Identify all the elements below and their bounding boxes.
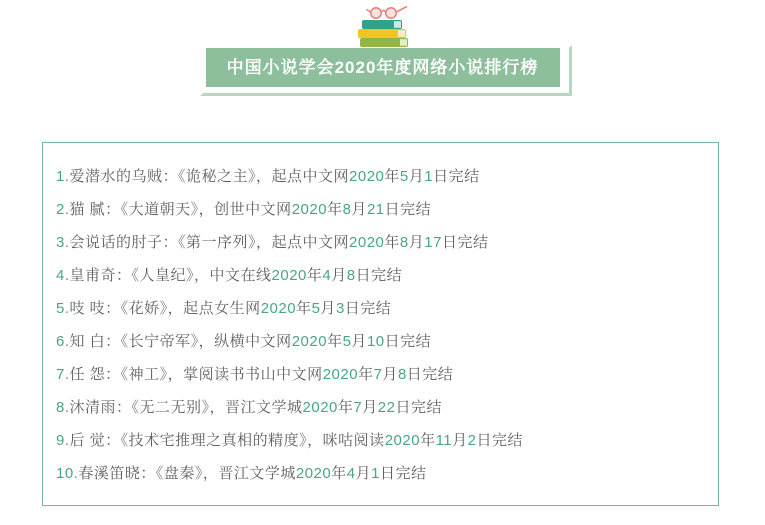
list-item-number: 2020	[295, 465, 332, 482]
list-item-text: 日完结	[379, 465, 427, 482]
list-item-number: 8	[342, 201, 352, 218]
list-item-text: 日完结	[476, 432, 524, 449]
list-item-number: 1.	[56, 168, 70, 185]
list-item-text: 日完结	[384, 333, 432, 350]
list-item-number: 2020	[291, 333, 328, 350]
list-item-number: 2020	[260, 300, 297, 317]
list-item-number: 5	[342, 333, 352, 350]
list-item	[56, 259, 710, 292]
list-item-text: 月	[408, 168, 425, 185]
list-item-text: 沐清雨：《无二无别》，晋江文学城	[69, 399, 303, 416]
list-item-number: 2020	[291, 201, 328, 218]
list-item	[56, 424, 710, 457]
list-item-text: 年	[358, 366, 374, 383]
list-item-number: 2020	[302, 399, 338, 416]
list-item-text: 后 觉：《技术宅推理之真相的精度》，咪咕阅读	[69, 432, 385, 449]
list-item-text: 年	[331, 465, 347, 482]
list-item-text: 年	[296, 300, 312, 317]
list-item-number: 2020	[384, 432, 421, 449]
list-item-number: 10	[366, 333, 385, 350]
list-item-text: 年	[327, 201, 343, 218]
list-item-text: 会说话的肘子：《第一序列》，起点中文网	[69, 234, 350, 251]
list-item-text: 年	[384, 168, 400, 185]
title-banner	[206, 48, 560, 87]
list-item-number: 3	[335, 300, 345, 317]
list-item-text: 月	[331, 267, 347, 284]
list-item-number: 17	[424, 234, 442, 251]
list-item-text: 猫 腻：《大道朝天》，创世中文网	[69, 201, 292, 218]
list-item-text: 日完结	[395, 399, 442, 416]
list-item-number: 2.	[56, 201, 70, 218]
list-item	[56, 325, 710, 358]
books-and-glasses-icon	[350, 5, 416, 47]
list-item-number: 9.	[56, 432, 70, 449]
list-item-text: 春溪笛晓：《盘秦》，晋江文学城	[78, 465, 296, 482]
list-item	[56, 457, 710, 490]
list-item-number: 4	[346, 465, 356, 482]
list-item	[56, 358, 710, 391]
list-item-text: 日完结	[433, 168, 480, 185]
list-item-number: 8	[397, 366, 407, 383]
list-item-number: 7	[353, 399, 363, 416]
list-item-text: 日完结	[441, 234, 489, 251]
list-item-text: 日完结	[384, 201, 432, 218]
list-item-number: 8	[399, 234, 409, 251]
list-item-text: 年	[337, 399, 354, 416]
list-item-text: 吱 吱：《花娇》，起点女生网	[69, 300, 261, 317]
list-item	[56, 292, 710, 325]
books-icon	[358, 20, 408, 47]
list-item-text: 日完结	[355, 267, 403, 284]
list-item-number: 11	[435, 432, 453, 449]
list-item-number: 2020	[271, 267, 307, 284]
list-item	[56, 226, 710, 259]
list-item-number: 21	[366, 201, 385, 218]
list-item-number: 5.	[56, 300, 70, 317]
list-item-number: 7	[373, 366, 383, 383]
list-item-text: 月	[320, 300, 336, 317]
list-item-text: 月	[351, 333, 367, 350]
list-item-text: 年	[306, 267, 323, 284]
list-item-number: 10.	[56, 465, 79, 482]
list-item-text: 年	[384, 234, 400, 251]
list-item-number: 7.	[56, 366, 70, 383]
ranking-list	[42, 142, 719, 506]
list-item-text: 知 白：《长宁帝军》，纵横中文网	[69, 333, 292, 350]
list-item-number: 8.	[56, 399, 70, 416]
list-item-text: 日完结	[344, 300, 392, 317]
list-item	[56, 391, 710, 424]
list-item-number: 1	[371, 465, 380, 482]
glasses-icon	[366, 7, 407, 19]
list-item	[56, 160, 710, 193]
list-item-number: 5	[399, 168, 409, 185]
list-item-number: 5	[311, 300, 321, 317]
list-item-text: 爱潜水的乌贼：《诡秘之主》，起点中文网	[69, 168, 350, 185]
list-item-number: 4.	[56, 267, 70, 284]
list-item-number: 6.	[56, 333, 70, 350]
list-item	[56, 193, 710, 226]
page-title: 中国小说学会2020年度网络小说排行榜	[206, 48, 560, 87]
list-item-number: 2020	[349, 234, 385, 251]
list-item-number: 22	[377, 399, 396, 416]
list-item-text: 任 怨：《神工》，掌阅读书书山中文网	[69, 366, 323, 383]
list-item-text: 月	[452, 432, 468, 449]
list-item-text: 年	[420, 432, 436, 449]
list-item-number: 2	[467, 432, 477, 449]
list-item-text: 月	[351, 201, 367, 218]
logo-svg	[350, 5, 416, 47]
list-item-number: 4	[322, 267, 332, 284]
list-item-text: 月	[382, 366, 398, 383]
list-item-text: 日完结	[406, 366, 454, 383]
list-item-number: 2020	[349, 168, 385, 185]
list-item-text: 月	[362, 399, 378, 416]
list-item-text: 年	[327, 333, 343, 350]
list-item-number: 1	[424, 168, 434, 185]
list-item-number: 8	[346, 267, 356, 284]
list-item-text: 皇甫奇：《人皇纪》，中文在线	[69, 267, 272, 284]
list-item-text: 月	[408, 234, 425, 251]
list-item-text: 月	[355, 465, 372, 482]
list-item-number: 2020	[322, 366, 359, 383]
list-item-number: 3.	[56, 234, 70, 251]
